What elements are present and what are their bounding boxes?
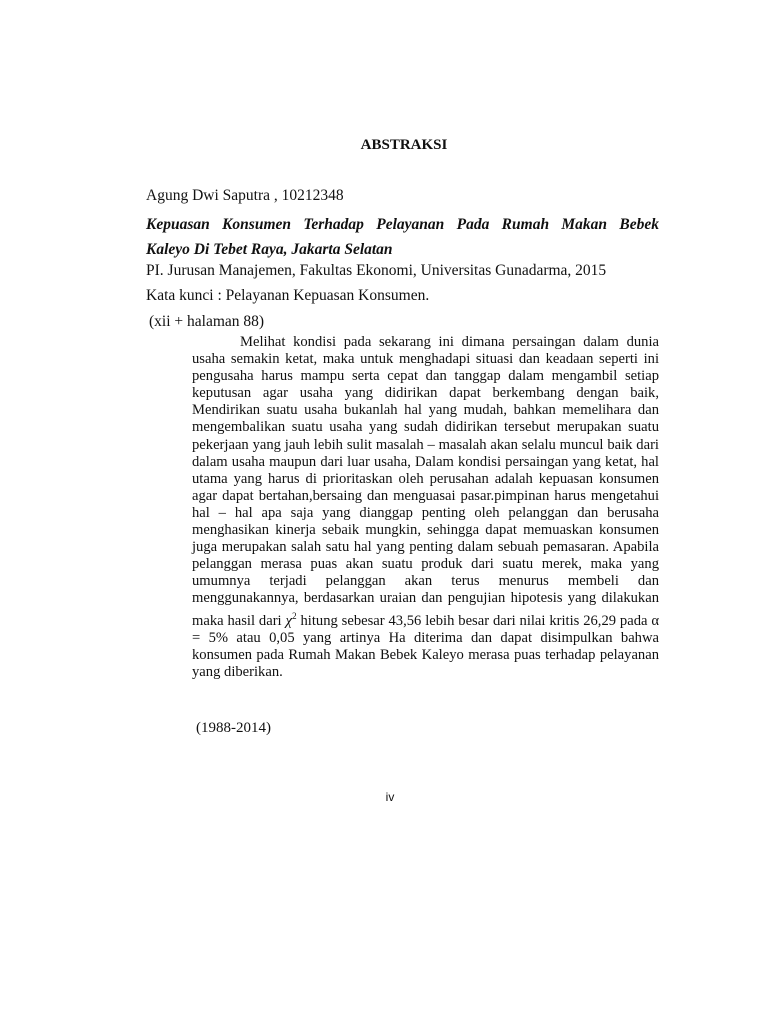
abstract-body	[192, 334, 659, 681]
chi-letter: χ	[285, 612, 293, 629]
year-range: (1988-2014)	[196, 720, 271, 736]
page-number: iv	[385, 790, 395, 804]
thesis-title	[146, 212, 659, 262]
abstract-text-part-2: hitung sebesar 43,56 lebih besar dari nilai kritis 26,29 pada α = 5% atau 0,05 yang artinya Ha diterima dan dapat disimpulkan bahwa konsumen pada Rumah Makan Bebek Kaleyo merasa puas terhadap pelayanan yang diberikan.	[192, 612, 660, 680]
page-title: ABSTRAKSI	[360, 137, 448, 153]
thesis-title-line-2: Kaleyo Di Tebet Raya, Jakarta Selatan	[146, 241, 393, 258]
page-count-line: (xii + halaman 88)	[149, 313, 265, 330]
author-line: Agung Dwi Saputra , 10212348	[146, 187, 344, 204]
chi-exponent: 2	[292, 610, 297, 621]
affiliation-line: PI. Jurusan Manajemen, Fakultas Ekonomi, Universitas Gunadarma, 2015	[146, 262, 607, 279]
thesis-title-line-1: Kepuasan Konsumen Terhadap Pelayanan Pada Rumah Makan Bebek	[146, 216, 659, 233]
chi-square-symbol	[285, 610, 297, 629]
abstract-text-part-1: Melihat kondisi pada sekarang ini dimana persaingan dalam dunia usaha semakin ketat, maka untuk menghadapi situasi dan keadaan seperti ini pengusaha harus mampu serta cepat dan tanggap dalam mengambil setiap keputusan agar usaha yang didirikan dapat berkembang dengan baik, Mendirikan suatu usaha bukanlah hal yang mudah, bahkan memelihara dan mengembalikan suatu usaha yang sudah didirikan tersebut merupakan suatu pekerjaan yang jauh lebih sulit masalah – masalah akan selalu muncul baik dari dalam usaha maupun dari luar usaha, Dalam kondisi persaingan yang ketat, hal utama yang harus di prioritaskan oleh perusahan adalah kepuasan konsumen agar dapat bertahan,bersaing dan menguasai pasar.pimpinan harus mengetahui hal – hal apa saja yang dianggap penting oleh pelanggan dan berusaha menghasikan kinerja sebaik mungkin, sehingga dapat memuaskan konsumen juga merupakan salah satu hal yang penting dalam sebuah pemasaran. Apabila pelanggan merasa puas akan suatu produk dari suatu merek, maka yang umumnya terjadi pelanggan akan terus menurus membeli dan menggunakannya, berdasarkan uraian dan pengujian hipotesis yang dilakukan maka hasil dari	[192, 334, 659, 629]
keywords-line: Kata kunci : Pelayanan Kepuasan Konsumen.	[146, 287, 430, 304]
